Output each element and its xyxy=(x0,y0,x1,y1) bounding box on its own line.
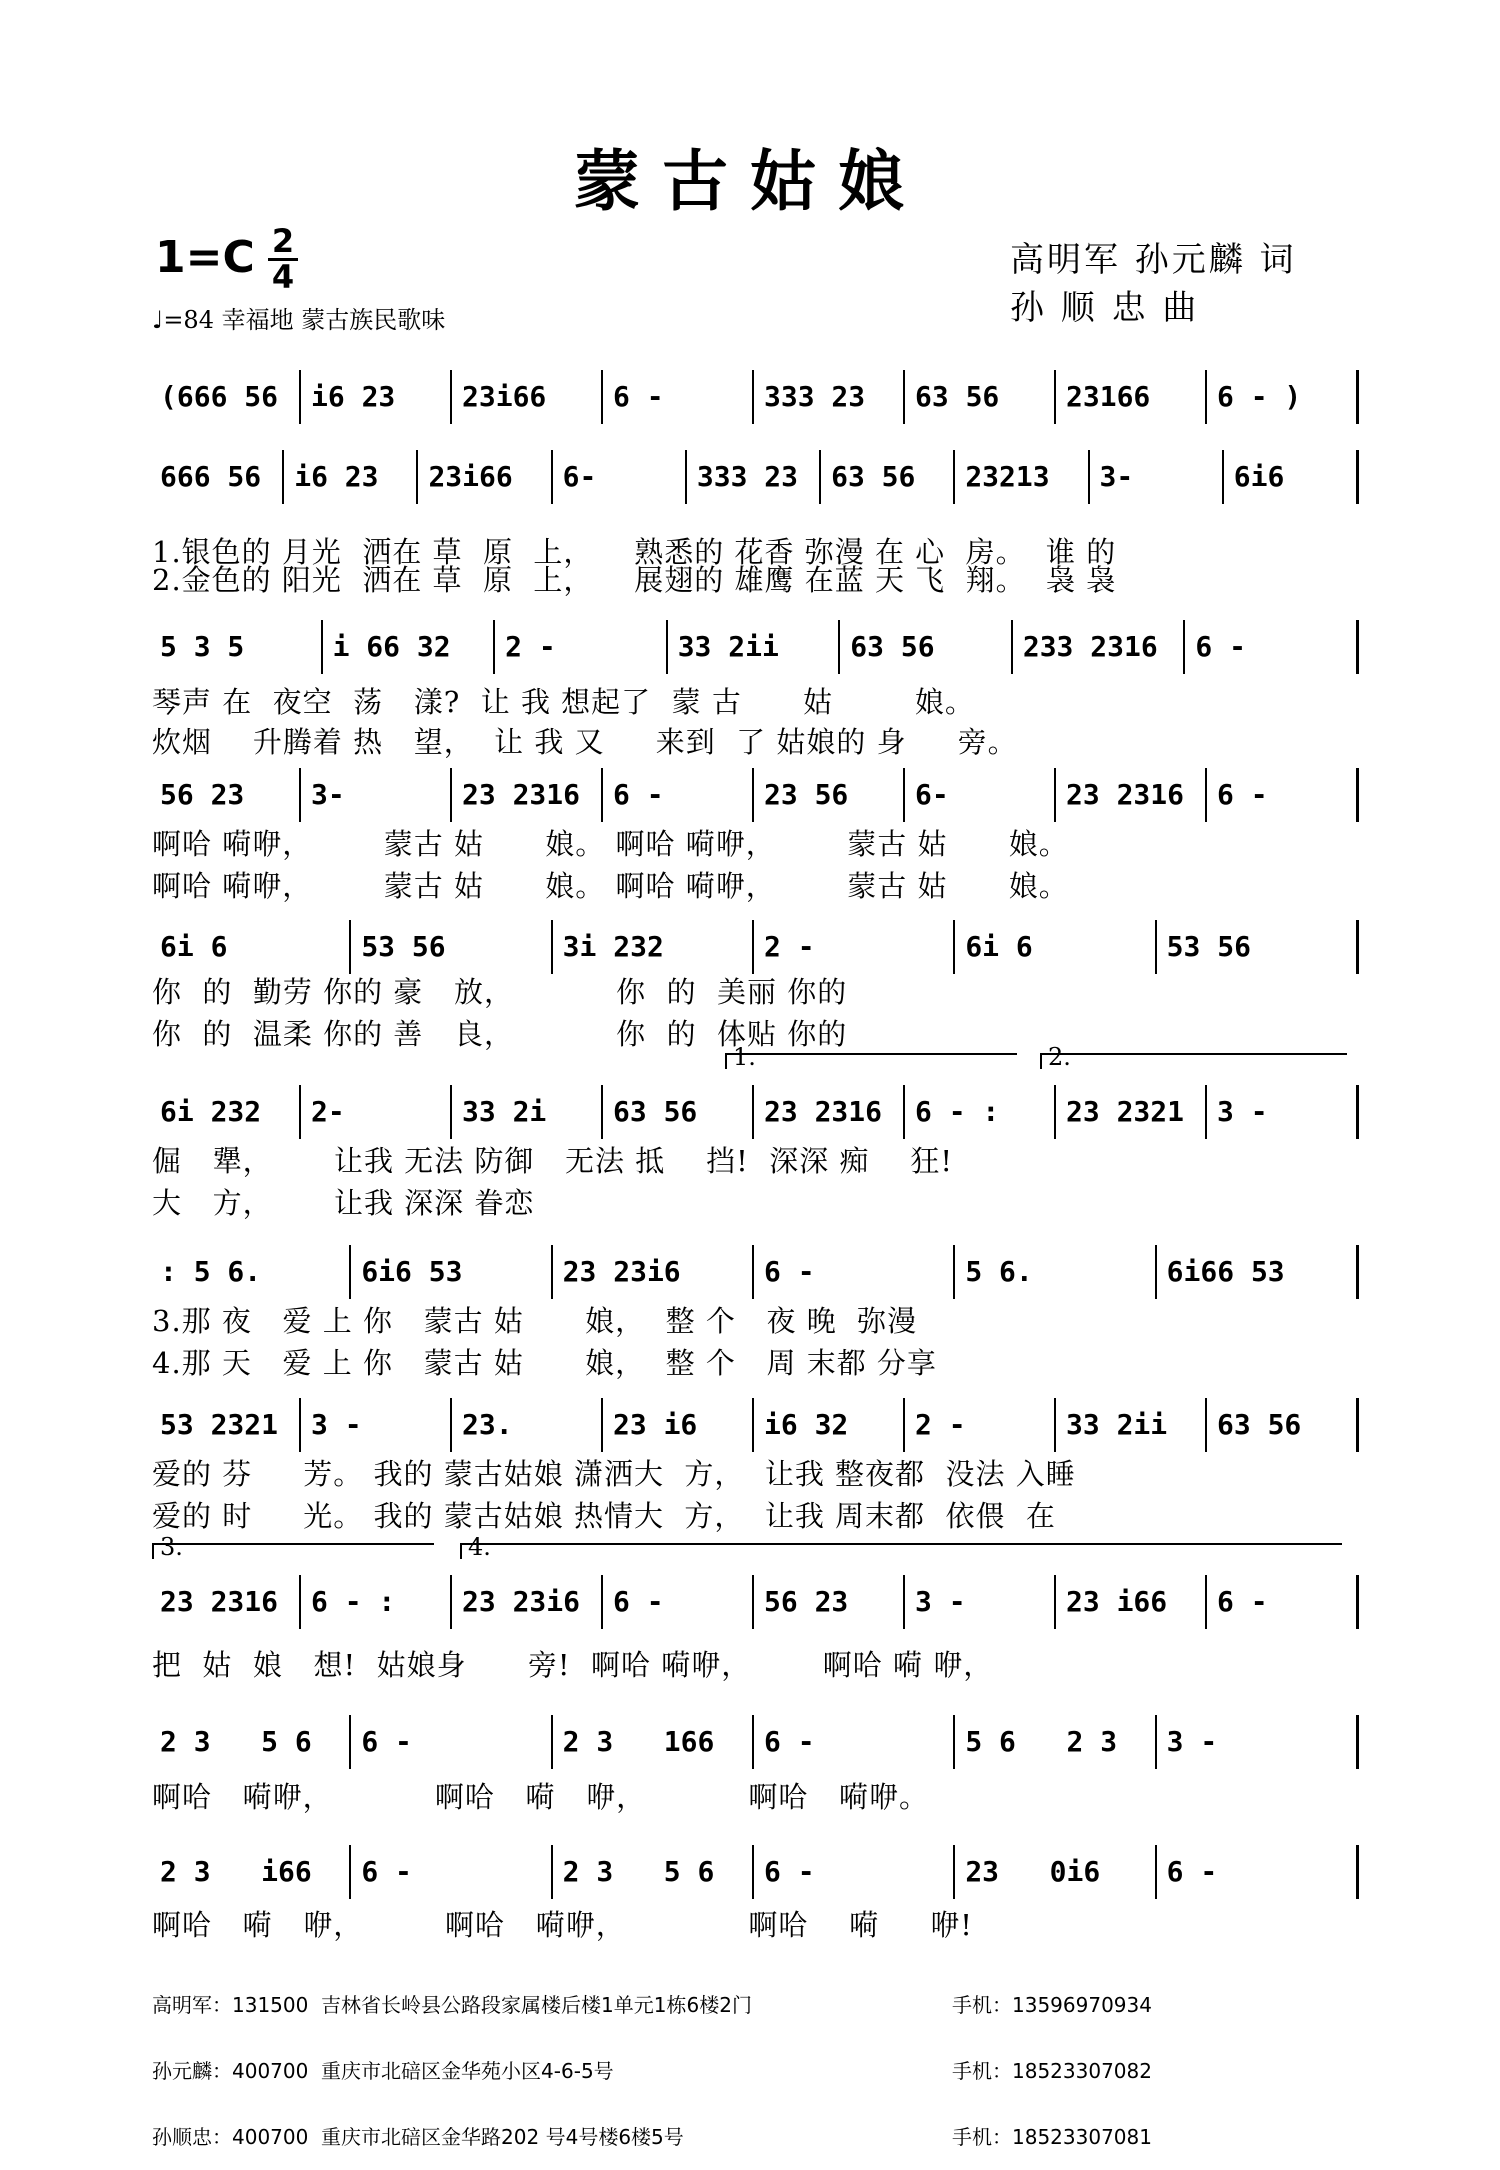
barline xyxy=(752,1845,754,1899)
barline xyxy=(299,768,301,822)
measure-notes: 6 - : xyxy=(915,1095,1000,1128)
barline xyxy=(1054,768,1056,822)
measure-notes: 3i 232 xyxy=(562,930,664,963)
measure-notes: 666 56 xyxy=(160,460,262,493)
volta-bracket xyxy=(460,1533,491,1561)
lyric-line: 炊烟 升腾着 热 望， 让 我 又 来到 了 姑娘的 身 旁。 xyxy=(152,725,1018,759)
barline xyxy=(450,768,452,822)
barline xyxy=(551,920,553,974)
measure-notes: 6 - xyxy=(764,1855,815,1888)
measure-notes: 2 - xyxy=(505,630,556,663)
barline xyxy=(299,1575,301,1629)
barline xyxy=(1356,1575,1359,1629)
barline xyxy=(903,1085,905,1139)
barline xyxy=(1356,1085,1359,1139)
measure-notes: 6 - xyxy=(764,1255,815,1288)
barline xyxy=(493,620,495,674)
song-title: 蒙古姑娘 xyxy=(574,142,926,220)
barline xyxy=(1205,370,1207,424)
key-signature: 1=C xyxy=(155,232,255,283)
barline xyxy=(752,1715,754,1769)
barline xyxy=(1205,1575,1207,1629)
measure-notes: 2 3 i66 xyxy=(160,1855,312,1888)
measure-notes: 56 23 xyxy=(764,1585,849,1618)
measure-notes: 6 - xyxy=(613,778,664,811)
lyric-line: 爱的 芬 芳。 我的 蒙古姑娘 潇洒大 方， 让我 整夜都 没法 入睡 xyxy=(152,1457,1076,1491)
staff-row xyxy=(0,768,1500,828)
barline xyxy=(666,620,668,674)
barline xyxy=(953,450,955,504)
barline xyxy=(299,370,301,424)
staff-row xyxy=(0,1575,1500,1635)
measure-notes: 2- xyxy=(311,1095,345,1128)
barline xyxy=(1356,1398,1359,1452)
staff-row xyxy=(0,1085,1500,1145)
barline xyxy=(551,1845,553,1899)
measure-notes: i 66 32 xyxy=(332,630,451,663)
barline xyxy=(601,1575,603,1629)
measure-notes: 6i 6 xyxy=(965,930,1033,963)
measure-notes: 3- xyxy=(1099,460,1134,493)
contact-phone: 手机：13596970934 xyxy=(952,1993,1152,2017)
barline xyxy=(752,1245,754,1299)
measure-notes: 3 - xyxy=(915,1585,966,1618)
contact-address: 高明军：131500 吉林省长岭县公路段家属楼后楼1单元1栋6楼2门 xyxy=(152,1993,752,2017)
barline xyxy=(1222,450,1224,504)
measure-notes: 2 - xyxy=(915,1408,966,1441)
lyricist: 高明军 孙元麟 词 xyxy=(1010,240,1297,280)
barline xyxy=(551,450,553,504)
barline xyxy=(1054,1398,1056,1452)
measure-notes: (666 56 xyxy=(160,380,279,413)
barline xyxy=(1356,370,1359,424)
measure-notes: 6- xyxy=(562,460,597,493)
measure-notes: 23 23i6 xyxy=(562,1255,681,1288)
contact-info xyxy=(152,1950,1152,2170)
measure-notes: i6 32 xyxy=(764,1408,849,1441)
measure-notes: 63 56 xyxy=(613,1095,698,1128)
lyric-line: 4.那 天 爱 上 你 蒙古 姑 娘， 整 个 周 末都 分享 xyxy=(152,1346,937,1380)
barline xyxy=(685,450,687,504)
measure-notes: 6 - ) xyxy=(1217,380,1302,413)
measure-notes: 23 2316 xyxy=(764,1095,883,1128)
barline xyxy=(349,1845,351,1899)
barline xyxy=(752,768,754,822)
barline xyxy=(1155,1245,1157,1299)
measure-notes: 6 - xyxy=(613,1585,664,1618)
measure-notes: i6 23 xyxy=(294,460,379,493)
volta-label: 2. xyxy=(1048,1043,1071,1071)
lyric-line: 2.金色的 阳光 洒在 草 原 上， 展翅的 雄鹰 在蓝 天 飞 翔。 袅 袅 xyxy=(152,563,1117,597)
measure-notes: 6 - xyxy=(764,1725,815,1758)
measure-notes: 23 2316 xyxy=(462,778,581,811)
barline xyxy=(953,920,955,974)
contact-row xyxy=(152,2125,1152,2149)
volta-bracket xyxy=(152,1533,183,1561)
volta-bracket xyxy=(725,1043,756,1071)
measure-notes: 2 - xyxy=(764,930,815,963)
lyric-line: 1.银色的 月光 洒在 草 原 上， 熟悉的 花香 弥漫 在 心 房。 谁 的 xyxy=(152,535,1117,569)
barline xyxy=(903,768,905,822)
lyric-line: 3.那 夜 爱 上 你 蒙古 姑 娘， 整 个 夜 晚 弥漫 xyxy=(152,1304,918,1338)
measure-notes: 63 56 xyxy=(915,380,1000,413)
measure-notes: 6 - xyxy=(613,380,664,413)
barline xyxy=(282,450,284,504)
barline xyxy=(1054,1085,1056,1139)
measure-notes: 5 6. xyxy=(965,1255,1033,1288)
time-denominator: 4 xyxy=(271,258,295,296)
measure-notes: 33 2ii xyxy=(1066,1408,1168,1441)
staff-row xyxy=(0,1398,1500,1458)
barline xyxy=(1356,620,1359,674)
measure-notes: 53 2321 xyxy=(160,1408,279,1441)
lyric-line: 大 方， 让我 深深 眷恋 xyxy=(152,1186,535,1220)
measure-notes: 23 i66 xyxy=(1066,1585,1168,1618)
measure-notes: 6i6 53 xyxy=(361,1255,463,1288)
barline xyxy=(1356,450,1359,504)
measure-notes: 3 - xyxy=(311,1408,362,1441)
barline xyxy=(819,450,821,504)
lyric-line: 你 的 温柔 你的 善 良， 你 的 体贴 你的 xyxy=(152,1017,848,1051)
measure-notes: 23 2316 xyxy=(160,1585,279,1618)
contact-address: 孙元麟：400700 重庆市北碚区金华苑小区4-6-5号 xyxy=(152,2059,614,2083)
staff-row xyxy=(0,370,1500,430)
measure-notes: : 5 6. xyxy=(160,1255,262,1288)
contact-phone: 手机：18523307082 xyxy=(952,2059,1152,2083)
staff-row xyxy=(0,1845,1500,1905)
measure-notes: 23 i6 xyxy=(613,1408,698,1441)
lyric-line: 琴声 在 夜空 荡 漾? 让 我 想起了 蒙 古 姑 娘。 xyxy=(152,685,975,719)
barline xyxy=(551,1715,553,1769)
barline xyxy=(1054,1575,1056,1629)
barline xyxy=(1356,1245,1359,1299)
contact-phone: 手机：18523307081 xyxy=(952,2125,1152,2149)
barline xyxy=(1088,450,1090,504)
barline xyxy=(299,1085,301,1139)
measure-notes: 63 56 xyxy=(850,630,935,663)
barline xyxy=(1205,768,1207,822)
measure-notes: 23i66 xyxy=(462,380,547,413)
lyric-line: 你 的 勤劳 你的 豪 放， 你 的 美丽 你的 xyxy=(152,975,848,1009)
measure-notes: 3- xyxy=(311,778,345,811)
barline xyxy=(1205,1085,1207,1139)
barline xyxy=(349,920,351,974)
barline xyxy=(752,1398,754,1452)
barline xyxy=(321,620,323,674)
tempo-marking: ♩=84 幸福地 蒙古族民歌味 xyxy=(152,306,446,334)
lyric-line: 啊哈 嗬咿， 蒙古 姑 娘。 啊哈 嗬咿， 蒙古 姑 娘。 xyxy=(152,869,1069,903)
barline xyxy=(953,1715,955,1769)
measure-notes: 5 3 5 xyxy=(160,630,245,663)
measure-notes: 6i 232 xyxy=(160,1095,262,1128)
measure-notes: 56 23 xyxy=(160,778,245,811)
composer: 孙 顺 忠 曲 xyxy=(1010,288,1200,328)
time-numerator: 2 xyxy=(271,222,295,260)
barline xyxy=(752,920,754,974)
barline xyxy=(601,1085,603,1139)
measure-notes: 6 - : xyxy=(311,1585,396,1618)
measure-notes: 233 2316 xyxy=(1022,630,1158,663)
time-signature xyxy=(268,222,298,296)
measure-notes: 6 - xyxy=(1217,778,1268,811)
measure-notes: 2 3 166 xyxy=(562,1725,715,1758)
barline xyxy=(349,1715,351,1769)
barline xyxy=(903,1398,905,1452)
contact-row xyxy=(152,1993,1152,2017)
staff-row xyxy=(0,620,1500,680)
barline xyxy=(953,1245,955,1299)
barline xyxy=(752,1575,754,1629)
barline xyxy=(601,1398,603,1452)
barline xyxy=(551,1245,553,1299)
barline xyxy=(299,1398,301,1452)
staff-row xyxy=(0,1245,1500,1305)
measure-notes: 23 0i6 xyxy=(965,1855,1101,1888)
measure-notes: 2 3 5 6 xyxy=(160,1725,312,1758)
measure-notes: 333 23 xyxy=(764,380,866,413)
contact-row xyxy=(152,2059,1152,2083)
volta-bracket xyxy=(1040,1043,1071,1071)
volta-label: 1. xyxy=(733,1043,756,1071)
measure-notes: 6i 6 xyxy=(160,930,228,963)
measure-notes: 6 - xyxy=(1195,630,1246,663)
measure-notes: 3 - xyxy=(1166,1725,1218,1758)
barline xyxy=(1011,620,1013,674)
measure-notes: 23 56 xyxy=(764,778,849,811)
barline xyxy=(953,1845,955,1899)
barline xyxy=(1155,920,1157,974)
barline xyxy=(1155,1715,1157,1769)
measure-notes: 63 56 xyxy=(831,460,916,493)
barline xyxy=(752,370,754,424)
barline xyxy=(450,370,452,424)
measure-notes: 23213 xyxy=(965,460,1050,493)
measure-notes: 63 56 xyxy=(1217,1408,1302,1441)
measure-notes: 23. xyxy=(462,1408,513,1441)
measure-notes: 23 2316 xyxy=(1066,778,1185,811)
barline xyxy=(450,1085,452,1139)
measure-notes: 6i6 xyxy=(1233,460,1285,493)
barline xyxy=(416,450,418,504)
barline xyxy=(1205,1398,1207,1452)
barline xyxy=(1155,1845,1157,1899)
measure-notes: 23 2321 xyxy=(1066,1095,1185,1128)
measure-notes: 6 - xyxy=(361,1855,412,1888)
measure-notes: 6 - xyxy=(361,1725,412,1758)
lyric-line: 啊哈 嗬 咿， 啊哈 嗬咿， 啊哈 嗬 咿! xyxy=(152,1908,973,1942)
lyric-line: 啊哈 嗬咿， 啊哈 嗬 咿， 啊哈 嗬咿。 xyxy=(152,1780,929,1814)
measure-notes: i6 23 xyxy=(311,380,396,413)
measure-notes: 53 56 xyxy=(1166,930,1251,963)
measure-notes: 5 6 2 3 xyxy=(965,1725,1118,1758)
barline xyxy=(1183,620,1185,674)
measure-notes: 333 23 xyxy=(696,460,799,493)
lyric-line: 啊哈 嗬咿， 蒙古 姑 娘。 啊哈 嗬咿， 蒙古 姑 娘。 xyxy=(152,827,1069,861)
barline xyxy=(1356,920,1359,974)
measure-notes: 33 2i xyxy=(462,1095,547,1128)
barline xyxy=(450,1398,452,1452)
barline xyxy=(450,1575,452,1629)
volta-label: 4. xyxy=(468,1533,491,1561)
barline xyxy=(752,1085,754,1139)
barline xyxy=(838,620,840,674)
lyric-line: 倔 犟， 让我 无法 防御 无法 抵 挡! 深深 痴 狂! xyxy=(152,1144,953,1178)
measure-notes: 53 56 xyxy=(361,930,446,963)
lyric-line: 爱的 时 光。 我的 蒙古姑娘 热情大 方， 让我 周末都 依偎 在 xyxy=(152,1499,1056,1533)
barline xyxy=(601,768,603,822)
barline xyxy=(1356,768,1359,822)
measure-notes: 6 - xyxy=(1166,1855,1218,1888)
volta-label: 3. xyxy=(160,1533,183,1561)
contact-address: 孙顺忠：400700 重庆市北碚区金华路202 号4号楼6楼5号 xyxy=(152,2125,684,2149)
barline xyxy=(903,370,905,424)
measure-notes: 3 - xyxy=(1217,1095,1268,1128)
credits xyxy=(1010,236,1297,332)
measure-notes: 6i66 53 xyxy=(1166,1255,1285,1288)
barline xyxy=(349,1245,351,1299)
measure-notes: 23 23i6 xyxy=(462,1585,581,1618)
staff-row xyxy=(0,450,1500,510)
staff-row xyxy=(0,1715,1500,1775)
barline xyxy=(1356,1845,1359,1899)
measure-notes: 23166 xyxy=(1066,380,1151,413)
measure-notes: 33 2ii xyxy=(677,630,779,663)
measure-notes: 2 3 5 6 xyxy=(562,1855,715,1888)
lyric-line: 把 姑 娘 想! 姑娘身 旁! 啊哈 嗬咿， 啊哈 嗬 咿， xyxy=(152,1648,994,1682)
measure-notes: 23i66 xyxy=(428,460,513,493)
measure-notes: 6- xyxy=(915,778,949,811)
measure-notes: 6 - xyxy=(1217,1585,1268,1618)
barline xyxy=(601,370,603,424)
barline xyxy=(1356,1715,1359,1769)
barline xyxy=(903,1575,905,1629)
barline xyxy=(1054,370,1056,424)
